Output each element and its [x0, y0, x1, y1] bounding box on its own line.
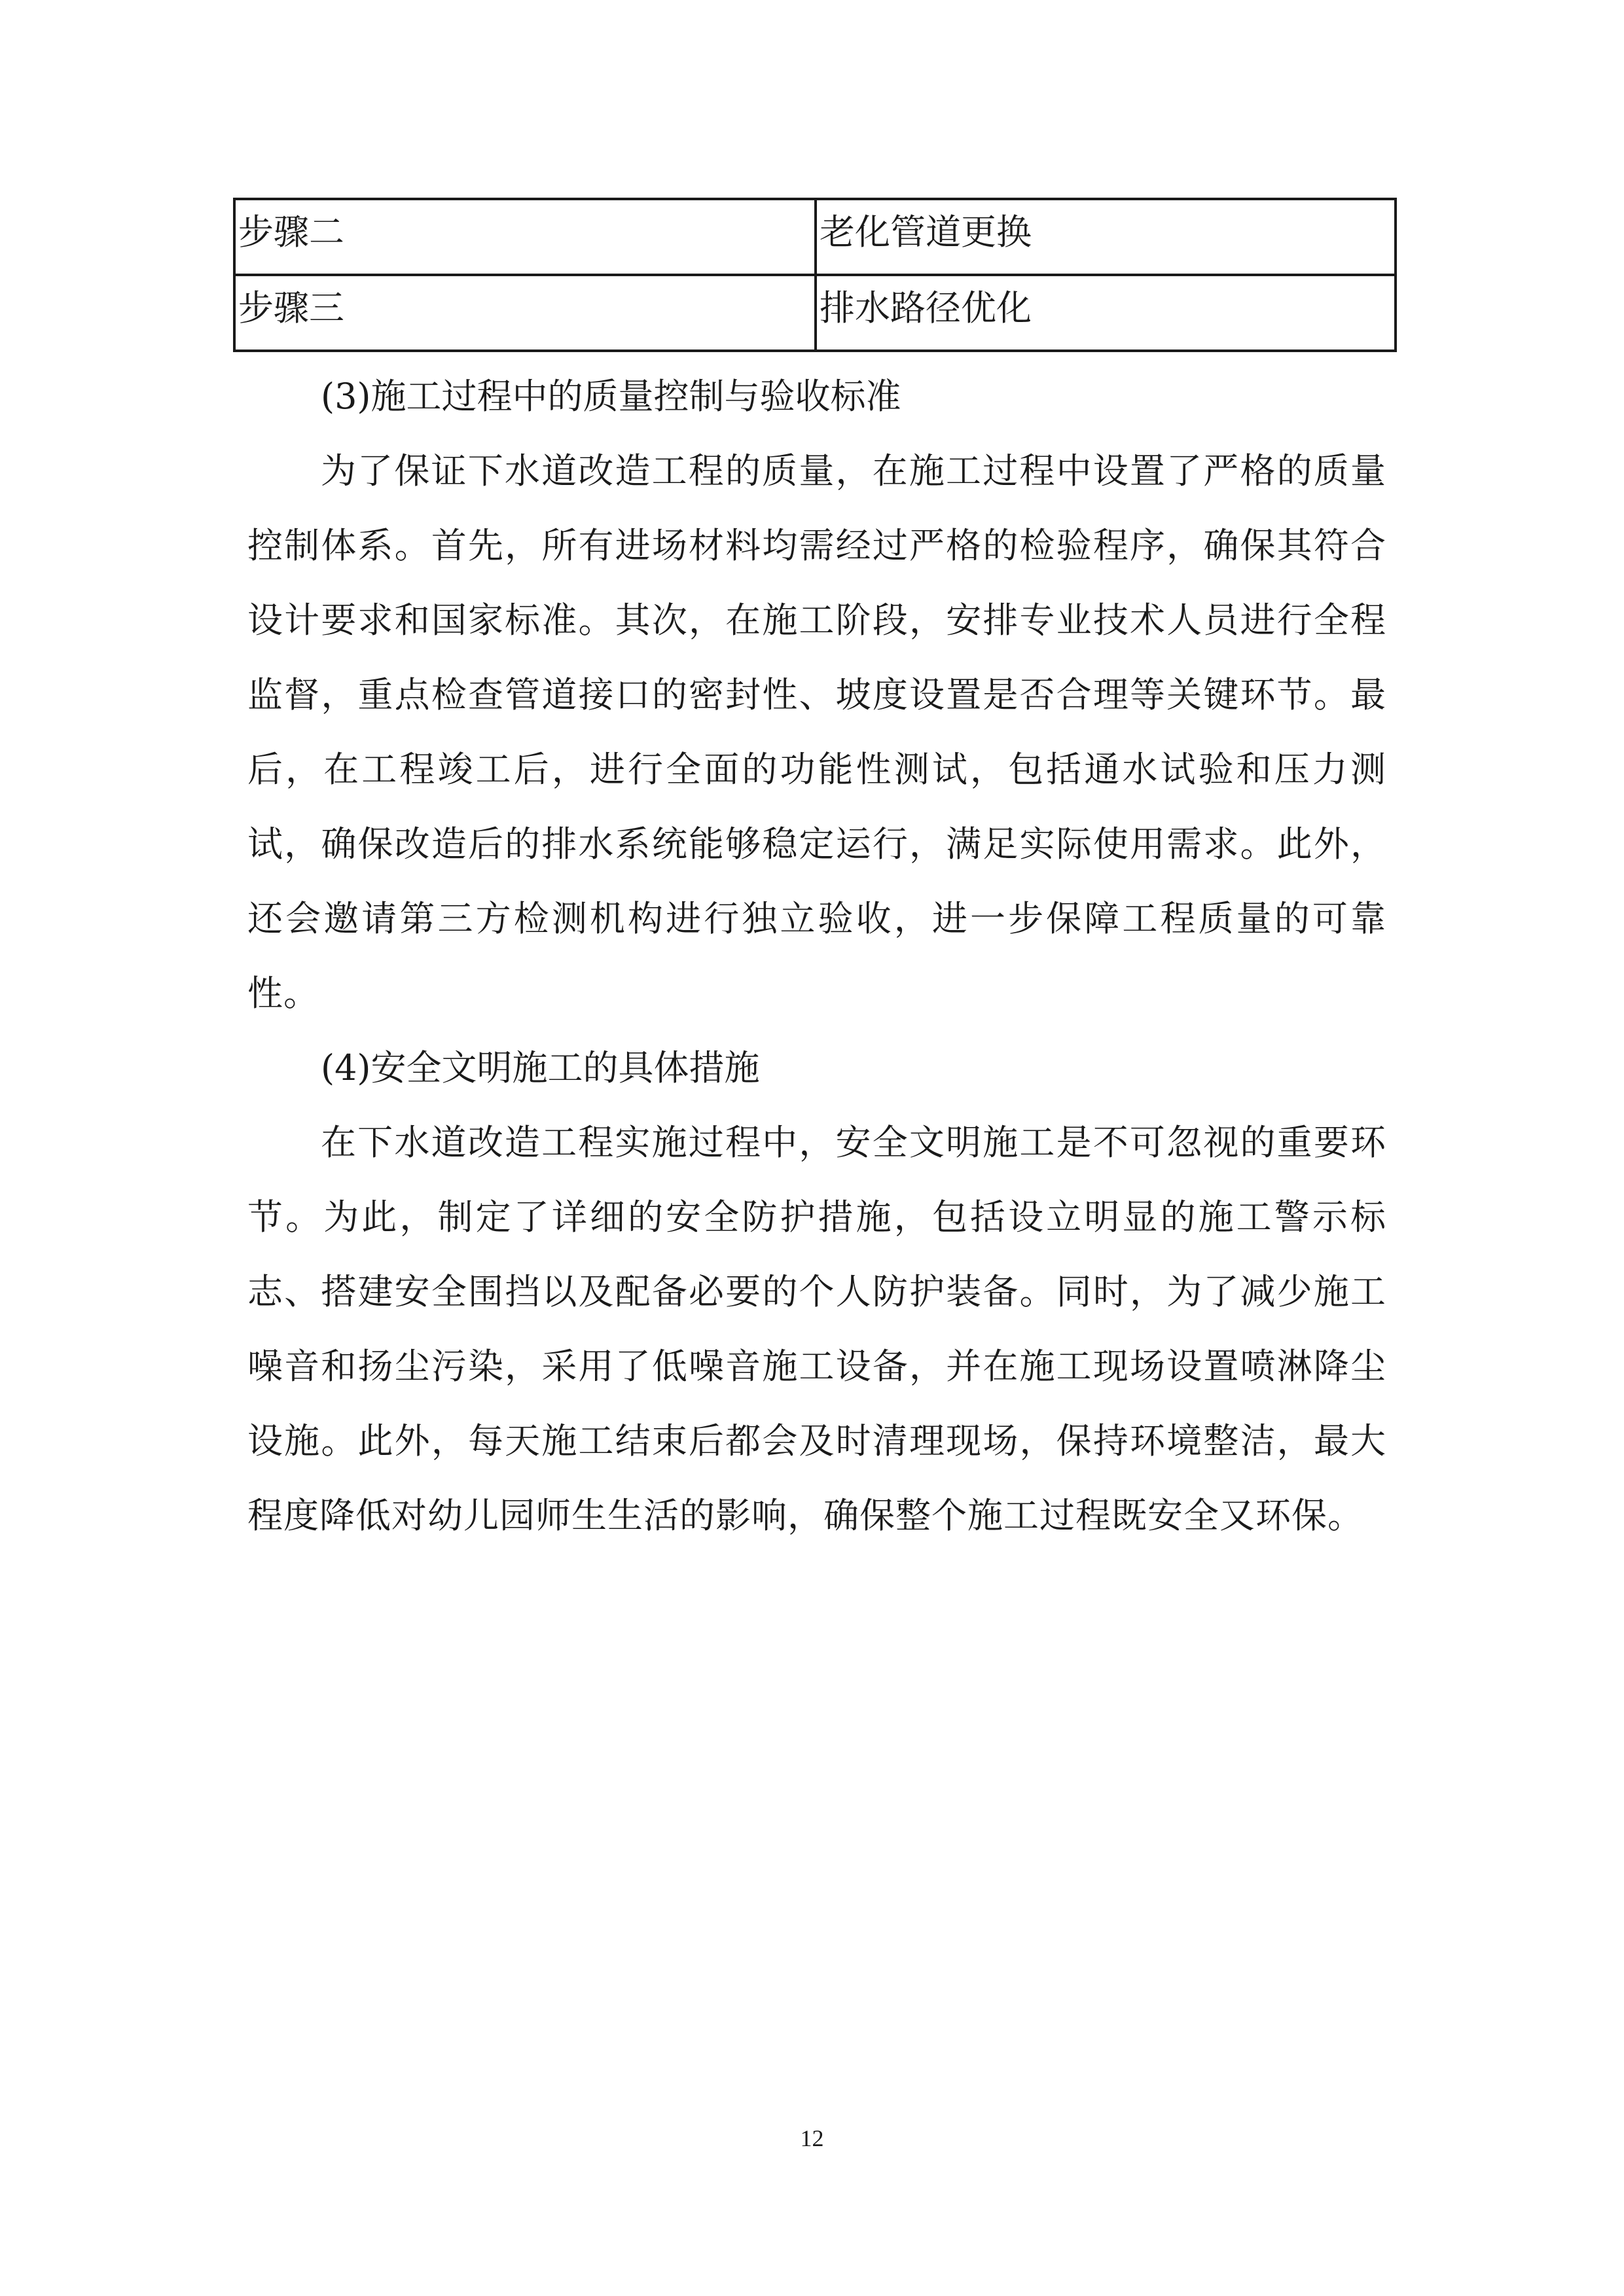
task-cell: 老化管道更换 [816, 199, 1396, 275]
table-row [234, 199, 1396, 275]
section-4-heading: (4)安全文明施工的具体措施 [321, 1047, 760, 1088]
step-cell: 步骤二 [234, 199, 816, 275]
table-row [234, 275, 1396, 351]
steps-table [233, 198, 1397, 352]
section-4-body [247, 1105, 1386, 1553]
step-cell: 步骤三 [234, 275, 816, 351]
section-4-paragraph: 在下水道改造工程实施过程中，安全文明施工是不可忽视的重要环节。为此，制定了详细的安全防护措施，包括设立明显的施工警示标志、搭建安全围挡以及配备必要的个人防护装备。同时，为了减少施工噪音和扬尘污染，采用了低噪音施工设备，并在施工现场设置喷淋降尘设施。此外，每天施工结束后都会及时清理现场，保持环境整洁，最大程度降低对幼儿园师生生活的影响，确保整个施工过程既安全又环保。 [247, 1122, 1386, 1536]
task-cell: 排水路径优化 [816, 275, 1396, 351]
page-number: 12 [800, 2125, 824, 2151]
section-3-paragraph: 为了保证下水道改造工程的质量，在施工过程中设置了严格的质量控制体系。首先，所有进场材料均需经过严格的检验程序，确保其符合设计要求和国家标准。其次，在施工阶段，安排专业技术人员进行全程监督，重点检查管道接口的密封性、坡度设置是否合理等关键环节。最后，在工程竣工后，进行全面的功能性测试，包括通水试验和压力测试，确保改造后的排水系统能够稳定运行，满足实际使用需求。此外，还会邀请第三方检测机构进行独立验收，进一步保障工程质量的可靠性。 [247, 450, 1386, 1014]
section-3-body [247, 434, 1386, 1031]
section-3-heading: (3)施工过程中的质量控制与验收标准 [321, 376, 901, 417]
